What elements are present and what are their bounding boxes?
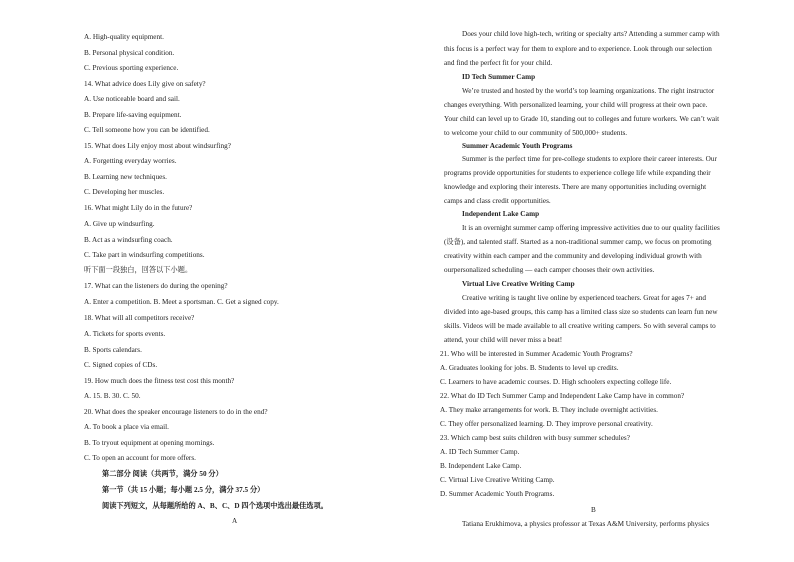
option-line: A. To book a place via email. <box>84 423 169 431</box>
camp-text: changes everything. With personalized learning, your child will progress at their own pace. <box>444 101 708 109</box>
passage-label-b: B <box>591 506 596 514</box>
camp-text: knowledge and exploring their interests. There are many opportunities including overnight <box>444 183 707 191</box>
option-line: C. Take part in windsurfing competitions. <box>84 251 205 259</box>
option-line: B. To tryout equipment at opening mornings. <box>84 439 215 447</box>
option-line: B. Independent Lake Camp. <box>440 462 522 470</box>
option-line: A. Use noticeable board and sail. <box>84 95 180 103</box>
camp-heading: ID Tech Summer Camp <box>462 73 536 81</box>
option-line: B. Prepare life-saving equipment. <box>84 111 182 119</box>
intro-line: and find the perfect fit for your child. <box>444 59 553 67</box>
listening-instruction: 听下面一段独白，回答以下小题。 <box>84 266 193 274</box>
camp-text: divided into age-based groups, this camp has a limited class size so students can learn fun new <box>444 308 718 316</box>
camp-heading: Summer Academic Youth Programs <box>462 142 573 150</box>
question-15: 15. What does Lily enjoy most about windsurfing? <box>84 142 231 150</box>
option-line: A. Tickets for sports events. <box>84 330 166 338</box>
option-line: A. Enter a competition. B. Meet a sportsman. C. Get a signed copy. <box>84 298 279 306</box>
camp-heading: Independent Lake Camp <box>462 210 540 218</box>
camp-heading: Virtual Live Creative Writing Camp <box>462 280 575 288</box>
question-18: 18. What will all competitors receive? <box>84 314 195 322</box>
camp-text: programs provide opportunities for students to experience college life while expanding their <box>444 169 711 177</box>
question-14: 14. What advice does Lily give on safety? <box>84 80 206 88</box>
camp-text: (设备), and talented staff. Started as a non-traditional summer camp, we focus on promoting <box>444 238 712 246</box>
option-line: C. Virtual Live Creative Writing Camp. <box>440 476 555 484</box>
option-line: D. Summer Academic Youth Programs. <box>440 490 555 498</box>
camp-text: Summer is the perfect time for pre-college students to explore their career interests. Our <box>462 155 717 163</box>
option-line: C. Developing her muscles. <box>84 188 165 196</box>
camp-text: skills. Videos will be made available to all creative writing campers. So with several camps to <box>444 322 716 330</box>
option-line: A. High-quality equipment. <box>84 33 164 41</box>
question-16: 16. What might Lily do in the future? <box>84 204 193 212</box>
option-line: C. Learners to have academic courses. D. High schoolers expecting college life. <box>440 378 672 386</box>
question-19: 19. How much does the fitness test cost this month? <box>84 377 235 385</box>
camp-text: attend, your child will never miss a beat! <box>444 336 563 344</box>
option-line: A. ID Tech Summer Camp. <box>440 448 520 456</box>
section-title: 第二部分 阅读（共两节，满分 50 分） <box>102 470 223 478</box>
passage-label-a: A <box>232 517 238 525</box>
option-line: A. Graduates looking for jobs. B. Students to level up credits. <box>440 364 619 372</box>
option-line: B. Personal physical condition. <box>84 49 175 57</box>
question-17: 17. What can the listeners do during the opening? <box>84 282 228 290</box>
option-line: C. They offer personalized learning. D. They improve personal creativity. <box>440 420 653 428</box>
question-20: 20. What does the speaker encourage listeners to do in the end? <box>84 408 268 416</box>
camp-text: Your child can level up to Grade 10, standing out to colleges and future workers. We can’t wait <box>444 115 720 123</box>
camp-text: Creative writing is taught live online by experienced teachers. Great for ages 7+ and <box>462 294 707 302</box>
camp-text: ourpersonalized scheduling — each camper chooses their own activities. <box>444 266 655 274</box>
option-line: C. Signed copies of CDs. <box>84 361 158 369</box>
question-21: 21. Who will be interested in Summer Academic Youth Programs? <box>440 350 633 358</box>
question-23: 23. Which camp best suits children with busy summer schedules? <box>440 434 630 442</box>
option-line: A. Give up windsurfing. <box>84 220 155 228</box>
camp-text: creativity within each camper and the community and developing individual growth with <box>444 252 702 260</box>
camp-text: We’re trusted and hosted by the world’s top learning organizations. The right instructor <box>462 87 715 95</box>
option-line: B. Learning new techniques. <box>84 173 167 181</box>
option-line: C. Tell someone how you can be identified. <box>84 126 210 134</box>
section-subtitle: 第一节（共 15 小题；每小题 2.5 分，满分 37.5 分） <box>102 486 265 494</box>
intro-line: Does your child love high-tech, writing or specialty arts? Attending a summer camp with <box>462 30 720 38</box>
option-line: A. They make arrangements for work. B. They include overnight activities. <box>440 406 658 414</box>
option-line: C. Previous sporting experience. <box>84 64 179 72</box>
section-instruction: 阅读下列短文，从每题所给的 A、B、C、D 四个选项中选出最佳选项。 <box>102 502 328 510</box>
option-line: C. To open an account for more offers. <box>84 454 196 462</box>
passage-b-first-line: Tatiana Erukhimova, a physics professor at Texas A&M University, performs physics <box>462 520 710 528</box>
camp-text: camps and class credit opportunities. <box>444 197 551 205</box>
camp-text: to welcome your child to our community of 500,000+ students. <box>444 129 628 137</box>
question-22: 22. What do ID Tech Summer Camp and Independent Lake Camp have in common? <box>440 392 685 400</box>
option-line: A. Forgetting everyday worries. <box>84 157 177 165</box>
option-line: A. 15. B. 30. C. 50. <box>84 392 141 400</box>
intro-line: this focus is a perfect way for them to explore and to experience. Look through our selection <box>444 45 712 53</box>
option-line: B. Sports calendars. <box>84 346 142 354</box>
camp-text: It is an overnight summer camp offering impressive activities due to our quality facilities <box>462 224 720 232</box>
option-line: B. Act as a windsurfing coach. <box>84 236 173 244</box>
